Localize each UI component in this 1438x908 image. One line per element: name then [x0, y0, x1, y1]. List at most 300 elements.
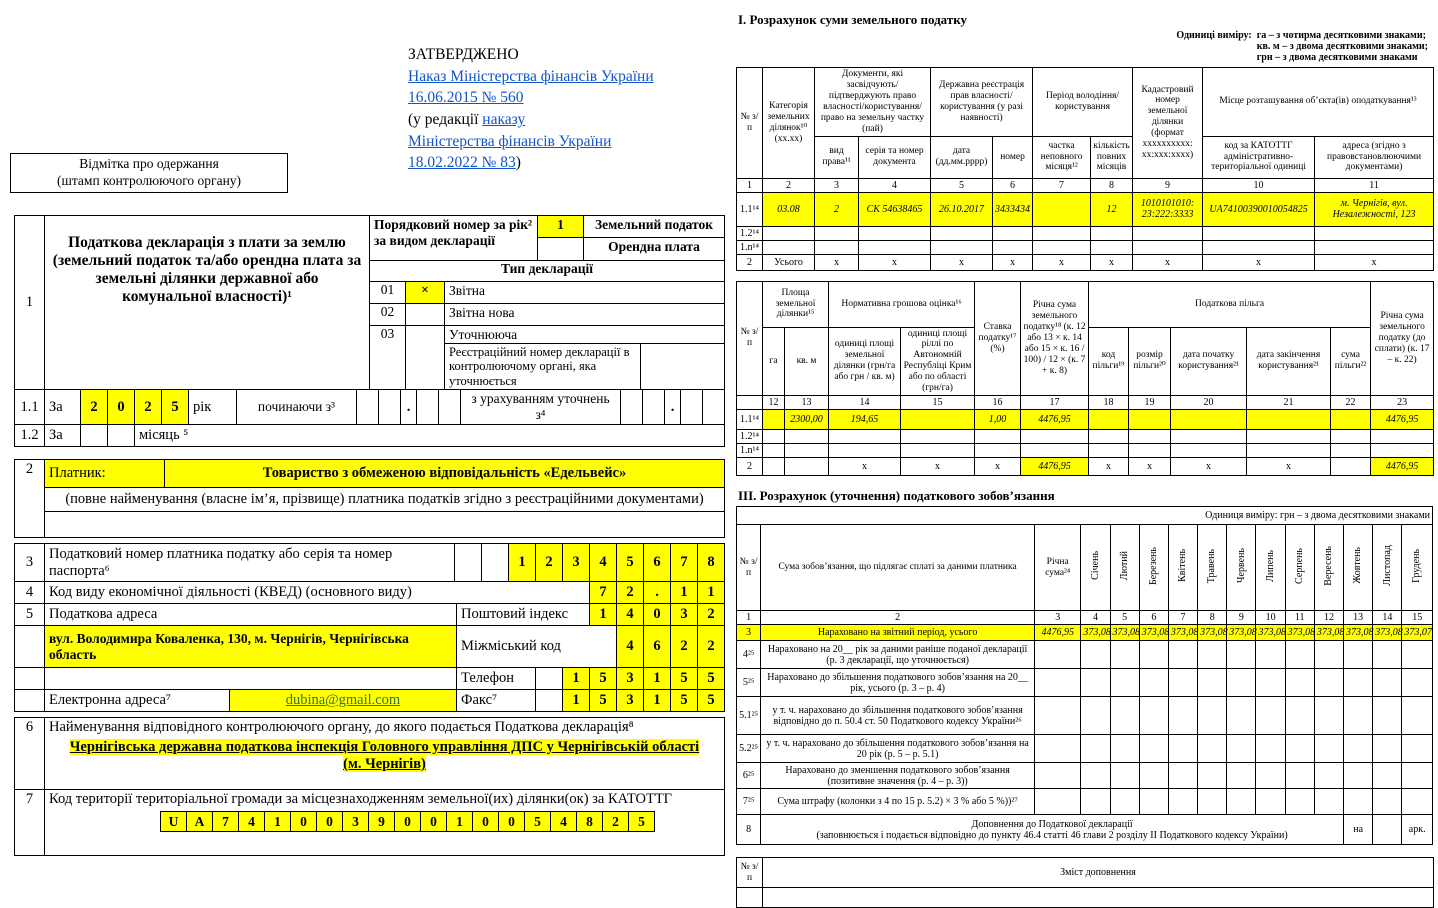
area-code-label: Міжміський код [457, 626, 617, 668]
col-number: 11 [1315, 178, 1434, 192]
addendum-no-cell[interactable] [737, 888, 763, 908]
s3-r3-month-value[interactable]: 373,08 [1110, 625, 1139, 641]
katottg-digit[interactable]: U [160, 811, 187, 832]
s3-h-annual: Річна сума²⁴ [1035, 525, 1081, 611]
type02-checkbox[interactable] [406, 304, 445, 325]
tb-cell[interactable] [1247, 410, 1331, 430]
rent-label: Орендна плата [608, 239, 700, 254]
katottg-digit[interactable]: A [186, 811, 213, 832]
katottg-digit[interactable]: 5 [628, 811, 655, 832]
land-tax-seq-cell[interactable]: 1 [538, 216, 583, 238]
s3-r3-month-value[interactable]: 373,07 [1402, 625, 1433, 641]
start-day-cell[interactable] [357, 390, 379, 425]
section3-units: Одиниця виміру: грн – з двома десятковими знаками [737, 507, 1433, 525]
ta-cell[interactable]: 3433434 [993, 192, 1033, 226]
tax-number-digit[interactable]: 1 [509, 544, 536, 582]
col-number: 9 [1227, 611, 1256, 625]
tax-number-digit[interactable]: 3 [563, 544, 590, 582]
fax-digit[interactable]: 5 [671, 690, 698, 712]
tax-number-digit[interactable]: 2 [536, 544, 563, 582]
tax-number-cell-empty[interactable] [482, 544, 509, 582]
s3-h-no: № з/п [737, 525, 761, 611]
col-number: 19 [1129, 396, 1171, 410]
col-number: 15 [1402, 611, 1433, 625]
addendum-h-content: Зміст доповнення [763, 858, 1434, 888]
phone-digit[interactable]: 1 [563, 668, 590, 690]
s3-h-month: Травень [1198, 525, 1227, 611]
x-mark: х [901, 458, 975, 476]
area-code-digit[interactable]: 4 [617, 626, 644, 668]
katottg-digit[interactable]: 0 [472, 811, 499, 832]
authority-value-line1[interactable]: Чернігівська державна податкова інспекція Головного управління ДПС у Чернігівській області [69, 739, 700, 756]
s3-r8-sheets-cell[interactable] [1373, 815, 1402, 845]
tb-cell[interactable]: 2300,00 [785, 410, 829, 430]
type03-label: Уточнююча [445, 326, 724, 344]
col-number: 9 [1133, 178, 1203, 192]
ta-row12-no: 1.2¹⁴ [737, 226, 763, 240]
tax-number-digit[interactable]: 8 [698, 544, 725, 582]
katottg-digit[interactable]: 4 [550, 811, 577, 832]
row6-number: 6 [15, 718, 45, 790]
tb-h-benefit-end: дата закінчення користування²¹ [1247, 327, 1331, 396]
type01-checkbox[interactable]: × [406, 282, 445, 303]
ta-cell[interactable]: м. Чернігів, вул. Незалежності, 123 [1315, 192, 1434, 226]
tb-row11-no: 1.1¹⁴ [737, 410, 763, 430]
col-number: 13 [785, 396, 829, 410]
row12-za-label: За [45, 425, 81, 447]
utoch-day-cell[interactable] [643, 390, 665, 425]
x-mark: х [815, 254, 859, 270]
type01-label: Звітна [449, 283, 486, 298]
row5-empty-no [15, 626, 45, 668]
year-digit[interactable]: 5 [162, 390, 189, 425]
type03-checkbox[interactable] [406, 326, 445, 389]
tb-h-m2: кв. м [785, 327, 829, 396]
tax-number-cell-empty[interactable] [455, 544, 482, 582]
clarified-reg-number-cell[interactable] [641, 344, 724, 389]
type-header: Тип декларації [500, 261, 594, 276]
x-mark: х [931, 254, 993, 270]
s3-r8-ark: арк. [1402, 815, 1433, 845]
year-digit[interactable]: 0 [108, 390, 135, 425]
date-dot: . [665, 390, 681, 425]
area-code-digit[interactable]: 2 [698, 626, 725, 668]
tax-number-table [14, 543, 725, 582]
s3-h-month: Серпень [1285, 525, 1314, 611]
start-month-cell[interactable] [417, 390, 439, 425]
postal-digit[interactable]: 2 [698, 604, 725, 626]
tb-cell[interactable] [1089, 410, 1129, 430]
x-mark: х [1129, 458, 1171, 476]
phone-digit[interactable]: 5 [590, 668, 617, 690]
s3-r8-no: 8 [737, 815, 761, 845]
postal-digit[interactable]: 4 [617, 604, 644, 626]
col-number: 8 [1091, 178, 1133, 192]
start-day-cell[interactable] [379, 390, 401, 425]
s3-h-month: Грудень [1402, 525, 1433, 611]
katottg-digit[interactable]: 3 [342, 811, 369, 832]
ta-h-registration: Державна реєстрація прав власності/користування (у разі наявності) [931, 68, 1033, 137]
units-line: кв. м – з двома десятковими знаками; [1256, 41, 1428, 52]
tb-cell[interactable]: 4476,95 [1021, 410, 1089, 430]
s3-row-no: 5²⁵ [737, 669, 761, 697]
clarifications-from-label: з урахуванням уточнень з⁴ [461, 390, 621, 425]
col-number: 1 [737, 611, 761, 625]
tb-cell[interactable] [901, 410, 975, 430]
x-mark: х [1315, 254, 1434, 270]
tb-total-no: 2 [737, 458, 763, 476]
ta-cell[interactable]: СК 54638465 [859, 192, 931, 226]
row5-number: 5 [15, 604, 45, 626]
col-number: 11 [1285, 611, 1314, 625]
seq-number-label: Порядковий номер за рік² за видом декларації [370, 216, 538, 260]
s3-r3-no: 3 [737, 625, 761, 641]
kved-digit[interactable]: 1 [698, 582, 725, 604]
tb-cell[interactable] [763, 410, 785, 430]
payer-label: Платник: [45, 460, 165, 488]
email-label: Електронна адреса⁷ [45, 690, 230, 712]
units-lines [1257, 30, 1428, 63]
edition-link-line2[interactable]: Міністерства фінансів України [408, 132, 612, 150]
x-mark: х [859, 254, 931, 270]
ta-h-katottg-code: код за КАТОТТГ адміністративно-територіальної одиниці [1203, 136, 1315, 178]
col-number: 17 [1021, 396, 1089, 410]
tb-h-benefit-size: розмір пільги²⁰ [1129, 327, 1171, 396]
rent-seq-cell[interactable] [538, 238, 583, 260]
ta-row1n-no: 1.n¹⁴ [737, 240, 763, 254]
postal-digit[interactable]: 1 [590, 604, 617, 626]
area-code-digit[interactable]: 2 [671, 626, 698, 668]
ta-cell[interactable]: 1010101010: 23:222:3333 [1133, 192, 1203, 226]
tax-address-value[interactable]: вул. Володимира Коваленка, 130, м. Чернігів, Чернігівська область [45, 626, 457, 668]
tax-number-digit[interactable]: 5 [617, 544, 644, 582]
kved-label: Код виду економічної діяльності (КВЕД) (основного виду) [45, 582, 590, 604]
kved-digit[interactable]: 2 [617, 582, 644, 604]
s3-r3-month-value[interactable]: 373,08 [1168, 625, 1197, 641]
s3-r3-month-value[interactable]: 373,08 [1285, 625, 1314, 641]
col-number: 7 [1168, 611, 1197, 625]
katottg-digit[interactable]: 8 [576, 811, 603, 832]
tb-total-annual: 4476,95 [1021, 458, 1089, 476]
col-number: 8 [1198, 611, 1227, 625]
kved-digit[interactable]: 1 [671, 582, 698, 604]
col-number: 14 [829, 396, 901, 410]
s3-h-month: Жовтень [1344, 525, 1373, 611]
katottg-digit[interactable]: 0 [394, 811, 421, 832]
tax-number-digit[interactable]: 7 [671, 544, 698, 582]
section3-table [736, 506, 1433, 845]
tb-h-ngo2: одиниці площі ріллі по Автономній Республіці Крим або по області (грн/га) [901, 327, 975, 396]
katottg-digit[interactable]: 1 [446, 811, 473, 832]
katottg-digit[interactable]: 5 [524, 811, 551, 832]
authority-value-line2[interactable]: (м. Чернігів) [343, 756, 426, 773]
address-empty-cell[interactable] [45, 668, 457, 690]
tb-h-rate: Ставка податку¹⁷ (%) [975, 281, 1021, 396]
s3-h-month: Березень [1139, 525, 1168, 611]
fax-prefix-cell[interactable] [536, 690, 563, 712]
order-link-line2[interactable]: 16.06.2015 № 560 [408, 89, 524, 107]
tb-h-area: Площа земельної ділянки¹⁵ [763, 281, 829, 327]
s3-row-no: 6²⁵ [737, 763, 761, 789]
row11-number: 1.1 [15, 390, 45, 425]
tb-cell[interactable]: 4476,95 [1371, 410, 1434, 430]
fax-digit[interactable]: 1 [563, 690, 590, 712]
section1-title: І. Розрахунок суми земельного податку [738, 12, 968, 27]
ta-h-cadastre: Кадастровий номер земельної ділянки (формат хххххххххх: хх:ххх:хххх) [1133, 68, 1203, 179]
col-number: 23 [1371, 396, 1434, 410]
s3-h-sum: Сума зобов’язання, що підлягає сплаті за даними платника [761, 525, 1035, 611]
ta-cell[interactable]: 2 [815, 192, 859, 226]
postal-digit[interactable]: 3 [671, 604, 698, 626]
section1-units [736, 30, 1428, 63]
fax-digit[interactable]: 5 [698, 690, 725, 712]
row5-empty-no [15, 690, 45, 712]
ta-cell[interactable]: UA74100390010054825 [1203, 192, 1315, 226]
utoch-day-cell[interactable] [621, 390, 643, 425]
s3-row-label: Сума штрафу (колонки з 4 по 15 р. 5.2) × 3 % або 5 %))²⁷ [761, 789, 1035, 815]
land-tax-label: Земельний податок [584, 216, 724, 238]
katottg-digit[interactable]: 2 [602, 811, 629, 832]
s3-h-month: Квітень [1168, 525, 1197, 611]
start-month-cell[interactable] [439, 390, 461, 425]
s3-row-label: у т. ч. нараховано до збільшення податкового зобов’язання на 20 рік (р. 5 – р. 5.1) [761, 735, 1035, 763]
addendum-table [736, 857, 1434, 908]
fax-digit[interactable]: 3 [617, 690, 644, 712]
kved-digit[interactable]: . [644, 582, 671, 604]
phone-prefix-cell[interactable] [536, 668, 563, 690]
rik-label: рік [189, 390, 237, 425]
s3-r3-month-value[interactable]: 373,08 [1198, 625, 1227, 641]
ta-h-reg-number: номер [993, 136, 1033, 178]
units-label: Одиниці виміру: [1176, 30, 1252, 41]
row1-table [14, 215, 725, 390]
tb-cell[interactable]: 1,00 [975, 410, 1021, 430]
s3-h-month: Листопад [1373, 525, 1402, 611]
col-number: 10 [1256, 611, 1285, 625]
fax-digit[interactable]: 5 [590, 690, 617, 712]
col-number: 15 [901, 396, 975, 410]
receipt-stamp-box [10, 153, 288, 193]
payer-empty-row[interactable] [45, 512, 725, 538]
addendum-h-no: № з/п [737, 858, 763, 888]
katottg-digit[interactable]: 1 [264, 811, 291, 832]
left-pane [0, 0, 730, 848]
s3-r3-annual[interactable]: 4476,95 [1035, 625, 1081, 641]
s3-h-month: Червень [1227, 525, 1256, 611]
col-number: 4 [859, 178, 931, 192]
row5-empty-no [15, 668, 45, 690]
col-number: 2 [761, 611, 1035, 625]
tb-cell[interactable] [1171, 410, 1247, 430]
s3-r3-month-value[interactable]: 373,08 [1227, 625, 1256, 641]
stamp-line2: (штамп контролюючого органу) [56, 172, 242, 188]
row7-number: 7 [15, 790, 45, 856]
s3-r3-month-value[interactable]: 373,08 [1344, 625, 1373, 641]
s3-r3-month-value[interactable]: 373,08 [1081, 625, 1110, 641]
ta-h-category: Категорія земельних ділянок¹⁰ (хх.хх) [763, 68, 815, 179]
ta-total-no: 2 [737, 254, 763, 270]
payer-name-value[interactable]: Товариство з обмеженою відповідальність «Едельвейс» [165, 460, 725, 488]
x-mark: х [1203, 254, 1315, 270]
edition-suffix: ) [515, 154, 521, 172]
tax-address-label: Податкова адреса [45, 604, 457, 626]
tb-cell[interactable]: 194,65 [829, 410, 901, 430]
col-number: 1 [737, 178, 763, 192]
s3-h-month: Січень [1081, 525, 1110, 611]
x-mark: х [993, 254, 1033, 270]
month-cell[interactable] [81, 425, 108, 447]
col-number: 6 [993, 178, 1033, 192]
ta-h-period: Період володіння/користування [1033, 68, 1133, 137]
col-number: 18 [1089, 396, 1129, 410]
ta-h-full-months: кількість повних місяців [1091, 136, 1133, 178]
edition-link-line3[interactable]: 18.02.2022 № 83 [408, 154, 516, 172]
ta-cell[interactable] [1033, 192, 1091, 226]
ta-h-doc-number: серія та номер документа [859, 136, 931, 178]
katottg-digit[interactable]: 0 [420, 811, 447, 832]
s3-col-numbers [737, 611, 1433, 625]
ta-row11-no: 1.1¹⁴ [737, 192, 763, 226]
ta-h-right-type: вид права¹¹ [815, 136, 859, 178]
x-mark: х [1033, 254, 1091, 270]
katottg-digit[interactable]: 4 [238, 811, 265, 832]
katottg-digits [161, 811, 720, 832]
tax-number-digit[interactable]: 6 [644, 544, 671, 582]
katottg-digit[interactable]: 7 [212, 811, 239, 832]
row11-table [14, 389, 725, 447]
phone-digit[interactable]: 5 [698, 668, 725, 690]
declaration-title: Податкова декларація з плати за землю (земельний податок та/або орендна плата за земельні ділянки державної або комунальної власності)¹ [45, 216, 370, 390]
declaration-type-block [370, 216, 724, 389]
katottg-digit[interactable]: 0 [290, 811, 317, 832]
katottg-digit[interactable]: 0 [498, 811, 525, 832]
approved-title: ЗАТВЕРДЖЕНО [408, 46, 519, 63]
order-link-line1[interactable]: Наказ Міністерства фінансів України [408, 67, 654, 85]
phone-digit[interactable]: 5 [671, 668, 698, 690]
date-dot: . [401, 390, 417, 425]
row1-number: 1 [15, 216, 45, 390]
phone-label: Телефон [457, 668, 536, 690]
s3-r3-month-value[interactable]: 373,08 [1256, 625, 1285, 641]
katottg-digit[interactable]: 9 [368, 811, 395, 832]
tb-total-topay: 4476,95 [1371, 458, 1434, 476]
col-number: 12 [763, 396, 785, 410]
col-number: 3 [815, 178, 859, 192]
year-digit[interactable]: 2 [81, 390, 108, 425]
col-number: 22 [1331, 396, 1371, 410]
col-number: 7 [1033, 178, 1091, 192]
katottg-table [14, 789, 725, 856]
units-line: га – з чотирма десятковими знаками; [1256, 30, 1426, 41]
phone-digit[interactable]: 1 [644, 668, 671, 690]
tb-cell[interactable] [1331, 410, 1371, 430]
col-number: 12 [1314, 611, 1343, 625]
tb-cell[interactable] [1129, 410, 1171, 430]
ta-cell[interactable]: 03.08 [763, 192, 815, 226]
x-mark: х [1171, 458, 1247, 476]
s3-h-month: Вересень [1314, 525, 1343, 611]
s3-row-no: 5.1²⁵ [737, 697, 761, 735]
ta-cell[interactable]: 12 [1091, 192, 1133, 226]
edition-order-link[interactable]: наказу [482, 111, 526, 129]
tb-h-ha: га [763, 327, 785, 396]
s3-r3-month-value[interactable]: 373,08 [1139, 625, 1168, 641]
col-number: 10 [1203, 178, 1315, 192]
col-number: 6 [1139, 611, 1168, 625]
stamp-line1: Відмітка про одержання [79, 156, 219, 171]
tb-h-ngo1: одиниці площі земельної ділянки (грн/га або грн / кв. м) [829, 327, 901, 396]
utoch-month-cell[interactable] [681, 390, 703, 425]
utoch-month-cell[interactable] [703, 390, 725, 425]
s3-h-month: Лютий [1110, 525, 1139, 611]
month-cell[interactable] [108, 425, 135, 447]
type01-code: 01 [370, 282, 406, 303]
s3-row-no: 7²⁵ [737, 789, 761, 815]
approved-block [408, 44, 724, 174]
tb-row12-no: 1.2¹⁴ [737, 430, 763, 444]
email-value[interactable]: dubina@gmail.com [230, 690, 457, 712]
year-digit[interactable]: 2 [135, 390, 162, 425]
edition-prefix: (у редакції [408, 111, 483, 129]
row11-za-label: За [45, 390, 81, 425]
s3-row-no: 5.2²⁵ [737, 735, 761, 763]
col-number: 13 [1344, 611, 1373, 625]
kved-digit[interactable]: 7 [590, 582, 617, 604]
row12-number: 1.2 [15, 425, 45, 447]
col-number: 21 [1247, 396, 1331, 410]
address-table [14, 603, 725, 712]
tax-number-digit[interactable]: 4 [590, 544, 617, 582]
declaration-form [14, 215, 724, 856]
s3-row-no: 4²⁵ [737, 641, 761, 669]
col-number: 3 [1035, 611, 1081, 625]
fax-digit[interactable]: 1 [644, 690, 671, 712]
area-code-digit[interactable]: 6 [644, 626, 671, 668]
ta-h-address: адреса (згідно з правовстановлюючими документами) [1315, 136, 1434, 178]
x-mark: х [1133, 254, 1203, 270]
tb-h-benefit-start: дата початку користування²¹ [1171, 327, 1247, 396]
katottg-digit[interactable]: 0 [316, 811, 343, 832]
s3-r8-label: Доповнення до Податкової декларації [971, 818, 1133, 830]
postal-digit[interactable]: 0 [644, 604, 671, 626]
s3-row-label: у т. ч. нараховано до збільшення податкового зобов’язання відповідно до п. 50.4 ст. 50 Податкового кодексу України²⁶ [761, 697, 1035, 735]
payer-note: (повне найменування (власне ім’я, прізвище) платника податків згідно з реєстраційними документами) [45, 488, 725, 512]
s3-r8-na: на [1344, 815, 1373, 845]
addendum-content-cell[interactable] [763, 888, 1434, 908]
tb-h-benefit-code: код пільги¹⁹ [1089, 327, 1129, 396]
s3-r3-month-value[interactable]: 373,08 [1373, 625, 1402, 641]
month-label: місяць ⁵ [135, 425, 725, 447]
col-number-blank [737, 396, 763, 410]
ta-h-no: № з/п [737, 68, 763, 179]
ta-h-reg-date: дата (дд.мм.рррр) [931, 136, 993, 178]
tb-h-no: № з/п [737, 281, 763, 396]
kved-table [14, 581, 725, 604]
starting-from-label: починаючи з³ [237, 390, 357, 425]
ta-h-partial-month: частка неповного місяця¹² [1033, 136, 1091, 178]
phone-digit[interactable]: 3 [617, 668, 644, 690]
col-number: 16 [975, 396, 1021, 410]
col-number: 20 [1171, 396, 1247, 410]
s3-r3-month-value[interactable]: 373,08 [1314, 625, 1343, 641]
section1-table-a [736, 67, 1434, 271]
type02-label: Звітна нова [449, 305, 515, 320]
s3-r8-note: (заповнюється і подається відповідно до пункту 46.4 статті 46 глави 2 розділу ІІ Податкового кодексу України) [816, 829, 1288, 841]
katottg-label: Код території територіальної громади за місцезнаходженням земельної(их) ділянки(ок) за КАТОТТГ [49, 791, 673, 808]
row4-number: 4 [15, 582, 45, 604]
ta-cell[interactable]: 26.10.2017 [931, 192, 993, 226]
col-number: 14 [1373, 611, 1402, 625]
